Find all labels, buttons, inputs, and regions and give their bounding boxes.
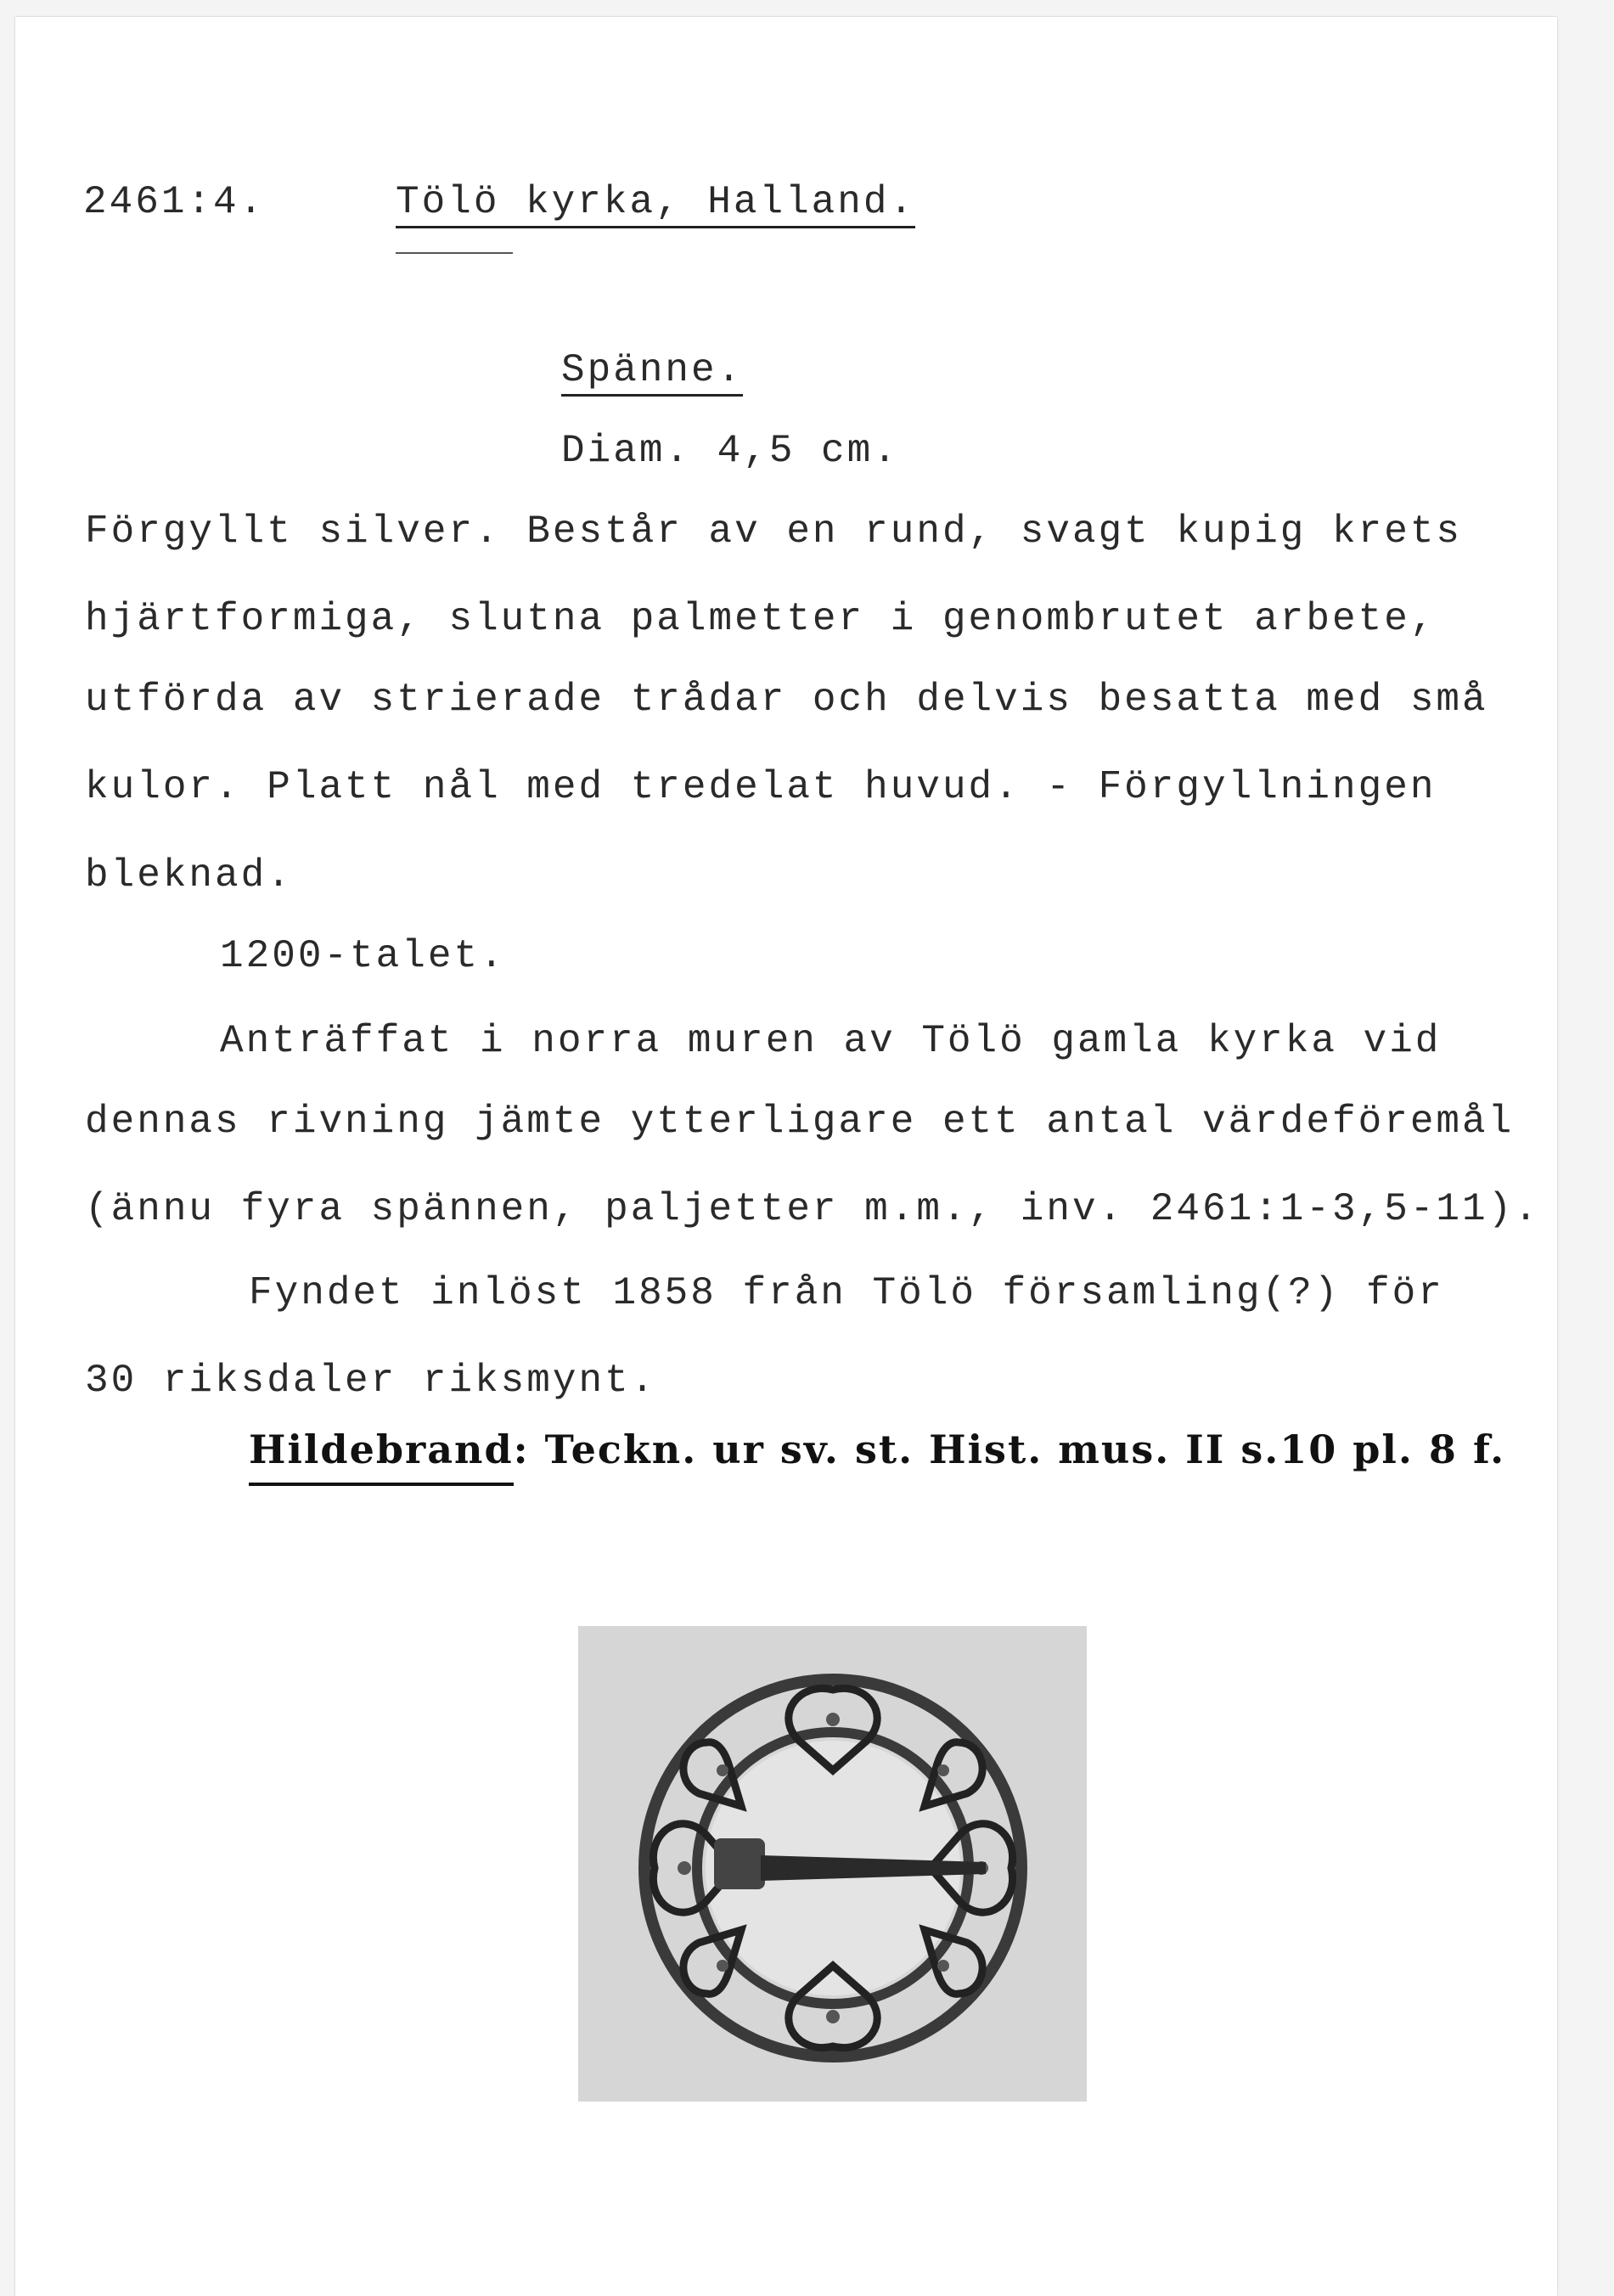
- body-line: bleknad.: [85, 853, 293, 898]
- body-line: kulor. Platt nål med tredelat huvud. - Förgyllningen: [85, 765, 1437, 809]
- object-dimensions: Diam. 4,5 cm.: [561, 429, 899, 473]
- dating: 1200-talet.: [220, 934, 506, 978]
- brooch-photo: [578, 1626, 1087, 2102]
- handwritten-reference: [249, 1427, 1505, 1472]
- handwritten-author: Hildebrand: [249, 1427, 514, 1486]
- divider: [396, 252, 513, 254]
- location-title: Tölö kyrka, Halland.: [396, 180, 915, 228]
- body-line: utförda av strierade trådar och delvis besatta med små: [85, 678, 1488, 722]
- object-name: Spänne.: [561, 348, 743, 397]
- acquisition-line: Fyndet inlöst 1858 från Tölö församling(?) för: [249, 1271, 1444, 1315]
- body-line: Förgyllt silver. Består av en rund, svagt kupig krets: [85, 509, 1463, 554]
- handwritten-citation: : Teckn. ur sv. st. Hist. mus. II s.10 pl. 8 f.: [513, 1427, 1506, 1472]
- catalog-number: 2461:4.: [83, 180, 266, 224]
- brooch-image: [578, 1626, 1087, 2102]
- acquisition-line: 30 riksdaler riksmynt.: [85, 1359, 657, 1403]
- find-line: (ännu fyra spännen, paljetter m.m., inv. 2461:1-3,5-11).: [85, 1187, 1540, 1231]
- find-line: Anträffat i norra muren av Tölö gamla kyrka vid: [220, 1019, 1442, 1063]
- body-line: hjärtformiga, slutna palmetter i genombrutet arbete,: [85, 597, 1437, 641]
- find-line: dennas rivning jämte ytterligare ett antal värdeföremål: [85, 1100, 1515, 1144]
